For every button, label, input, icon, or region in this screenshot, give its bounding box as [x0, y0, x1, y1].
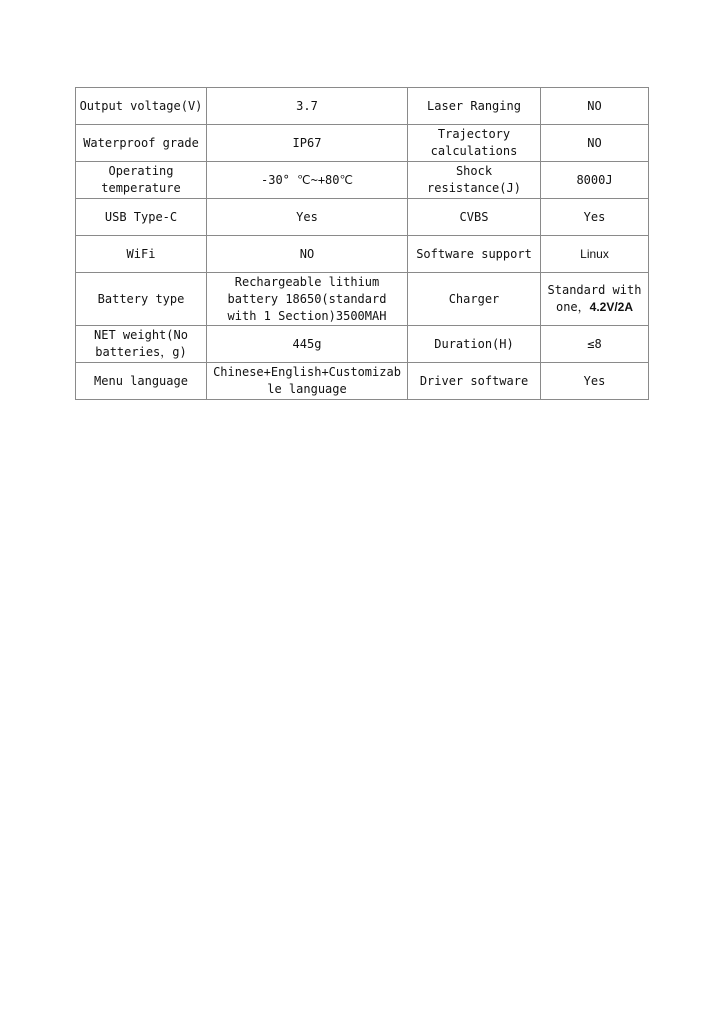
spec-label: Trajectory calculations: [408, 125, 541, 162]
spec-label: WiFi: [76, 236, 207, 273]
spec-label: Waterproof grade: [76, 125, 207, 162]
spec-value: ≤8: [541, 326, 649, 363]
spec-label: Output voltage(V): [76, 88, 207, 125]
spec-label: Software support: [408, 236, 541, 273]
spec-value: NO: [541, 125, 649, 162]
spec-table: [75, 87, 649, 400]
spec-value: Yes: [207, 199, 408, 236]
spec-value: 3.7: [207, 88, 408, 125]
table-row: [76, 199, 649, 236]
spec-label: Shock resistance(J): [408, 162, 541, 199]
spec-label: Menu language: [76, 363, 207, 400]
spec-label: USB Type-C: [76, 199, 207, 236]
spec-label: CVBS: [408, 199, 541, 236]
table-row: [76, 236, 649, 273]
spec-value: 445g: [207, 326, 408, 363]
spec-label: NET weight(No batteries，g): [76, 326, 207, 363]
charger-rating: 4.2V/2A: [589, 300, 634, 314]
spec-value: NO: [207, 236, 408, 273]
spec-label: Laser Ranging: [408, 88, 541, 125]
spec-value: Linux: [541, 236, 649, 273]
spec-value: IP67: [207, 125, 408, 162]
spec-label: Battery type: [76, 273, 207, 326]
spec-label: Driver software: [408, 363, 541, 400]
table-row: [76, 162, 649, 199]
table-row: [76, 326, 649, 363]
spec-value: NO: [541, 88, 649, 125]
table-row: [76, 125, 649, 162]
spec-value: [541, 273, 649, 326]
spec-value: 8000J: [541, 162, 649, 199]
charger-prefix: Standard with one，: [547, 283, 642, 314]
table-row: [76, 363, 649, 400]
spec-value: Chinese+English+Customizable language: [207, 363, 408, 400]
spec-value: Rechargeable lithium battery 18650(standard with 1 Section)3500MAH: [207, 273, 408, 326]
spec-label: Charger: [408, 273, 541, 326]
spec-value: -30° ℃~+80℃: [207, 162, 408, 199]
spec-label: Operating temperature: [76, 162, 207, 199]
spec-value: Yes: [541, 363, 649, 400]
spec-label: Duration(H): [408, 326, 541, 363]
table-row: [76, 88, 649, 125]
table-row: [76, 273, 649, 326]
spec-value: Yes: [541, 199, 649, 236]
